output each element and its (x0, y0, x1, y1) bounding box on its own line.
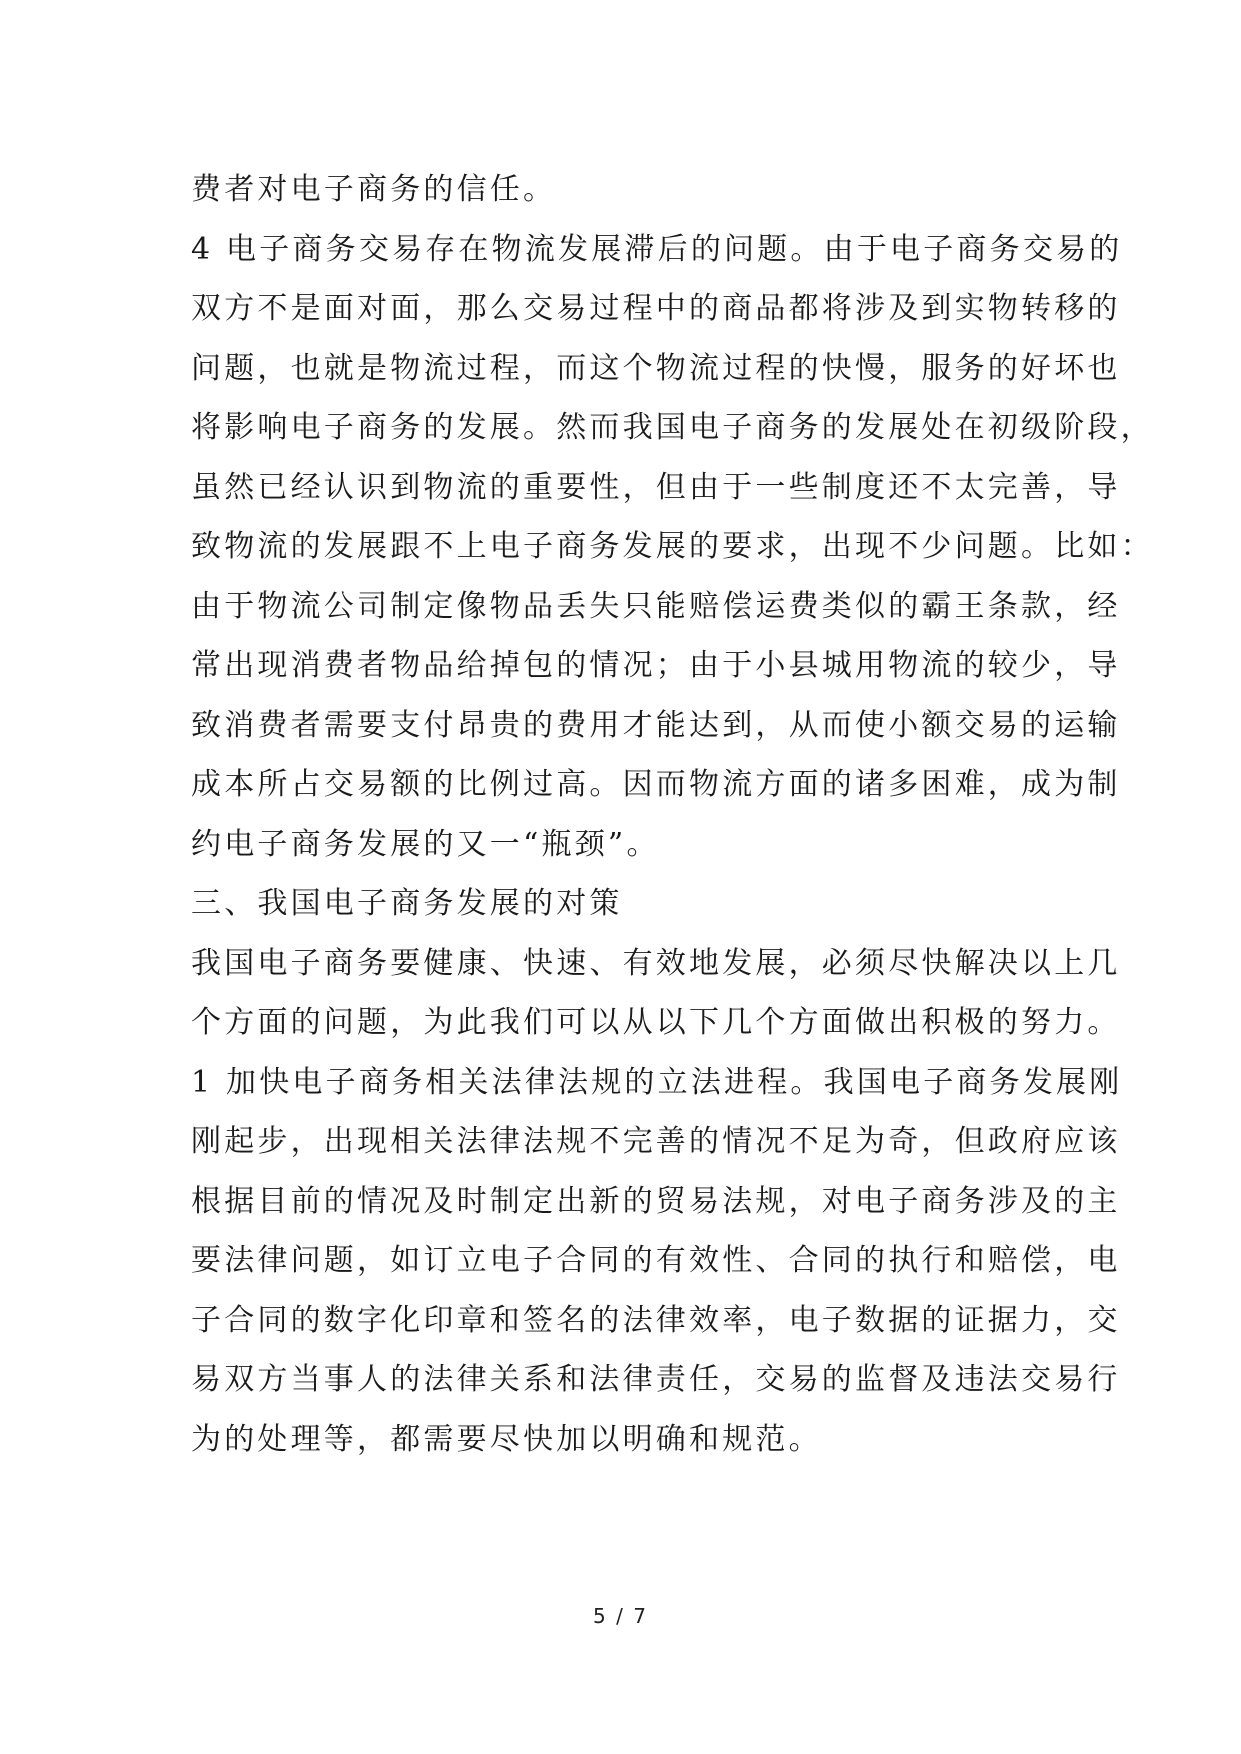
text-line: 1 加快电子商务相关法律法规的立法进程。我国电子商务发展刚 (191, 1064, 1123, 1100)
text-line: 约电子商务发展的又一“瓶颈”。 (191, 826, 660, 862)
text-line: 根据目前的情况及时制定出新的贸易法规，对电子商务涉及的主 (191, 1183, 1121, 1219)
text-line: 问题，也就是物流过程，而这个物流过程的快慢，服务的好坏也 (191, 350, 1121, 386)
text-line: 个方面的问题，为此我们可以从以下几个方面做出积极的努力。 (191, 1005, 1121, 1040)
text-line: 易双方当事人的法律关系和法律责任，交易的监督及违法交易行 (191, 1362, 1121, 1397)
text-line: 费者对电子商务的信任。 (191, 172, 557, 207)
page-number: 5 / 7 (593, 1604, 648, 1628)
section-heading: 三、我国电子商务发展的对策 (191, 886, 623, 921)
text-line: 双方不是面对面，那么交易过程中的商品都将涉及到实物转移的 (191, 291, 1121, 326)
text-line: 刚起步，出现相关法律法规不完善的情况不足为奇，但政府应该 (191, 1124, 1121, 1159)
text-line: 要法律问题，如订立电子合同的有效性、合同的执行和赔偿，电 (191, 1243, 1121, 1278)
text-line: 致消费者需要支付昂贵的费用才能达到，从而使小额交易的运输 (191, 707, 1121, 743)
text-line: 致物流的发展跟不上电子商务发展的要求，出现不少问题。比如： (191, 529, 1154, 564)
text-line: 我国电子商务要健康、快速、有效地发展，必须尽快解决以上几 (191, 945, 1121, 981)
text-line: 4 电子商务交易存在物流发展滞后的问题。由于电子商务交易的 (191, 231, 1123, 267)
text-line: 虽然已经认识到物流的重要性，但由于一些制度还不太完善，导 (191, 469, 1121, 505)
text-line: 常出现消费者物品给掉包的情况；由于小县城用物流的较少，导 (191, 648, 1121, 683)
text-line: 为的处理等，都需要尽快加以明确和规范。 (191, 1421, 822, 1457)
text-line: 成本所占交易额的比例过高。因而物流方面的诸多困难，成为制 (191, 767, 1121, 802)
text-line: 由于物流公司制定像物品丢失只能赔偿运费类似的霸王条款，经 (191, 588, 1121, 624)
text-line: 子合同的数字化印章和签名的法律效率，电子数据的证据力，交 (191, 1302, 1121, 1338)
body-text (191, 160, 1154, 1469)
text-line: 将影响电子商务的发展。然而我国电子商务的发展处在初级阶段， (191, 410, 1154, 445)
